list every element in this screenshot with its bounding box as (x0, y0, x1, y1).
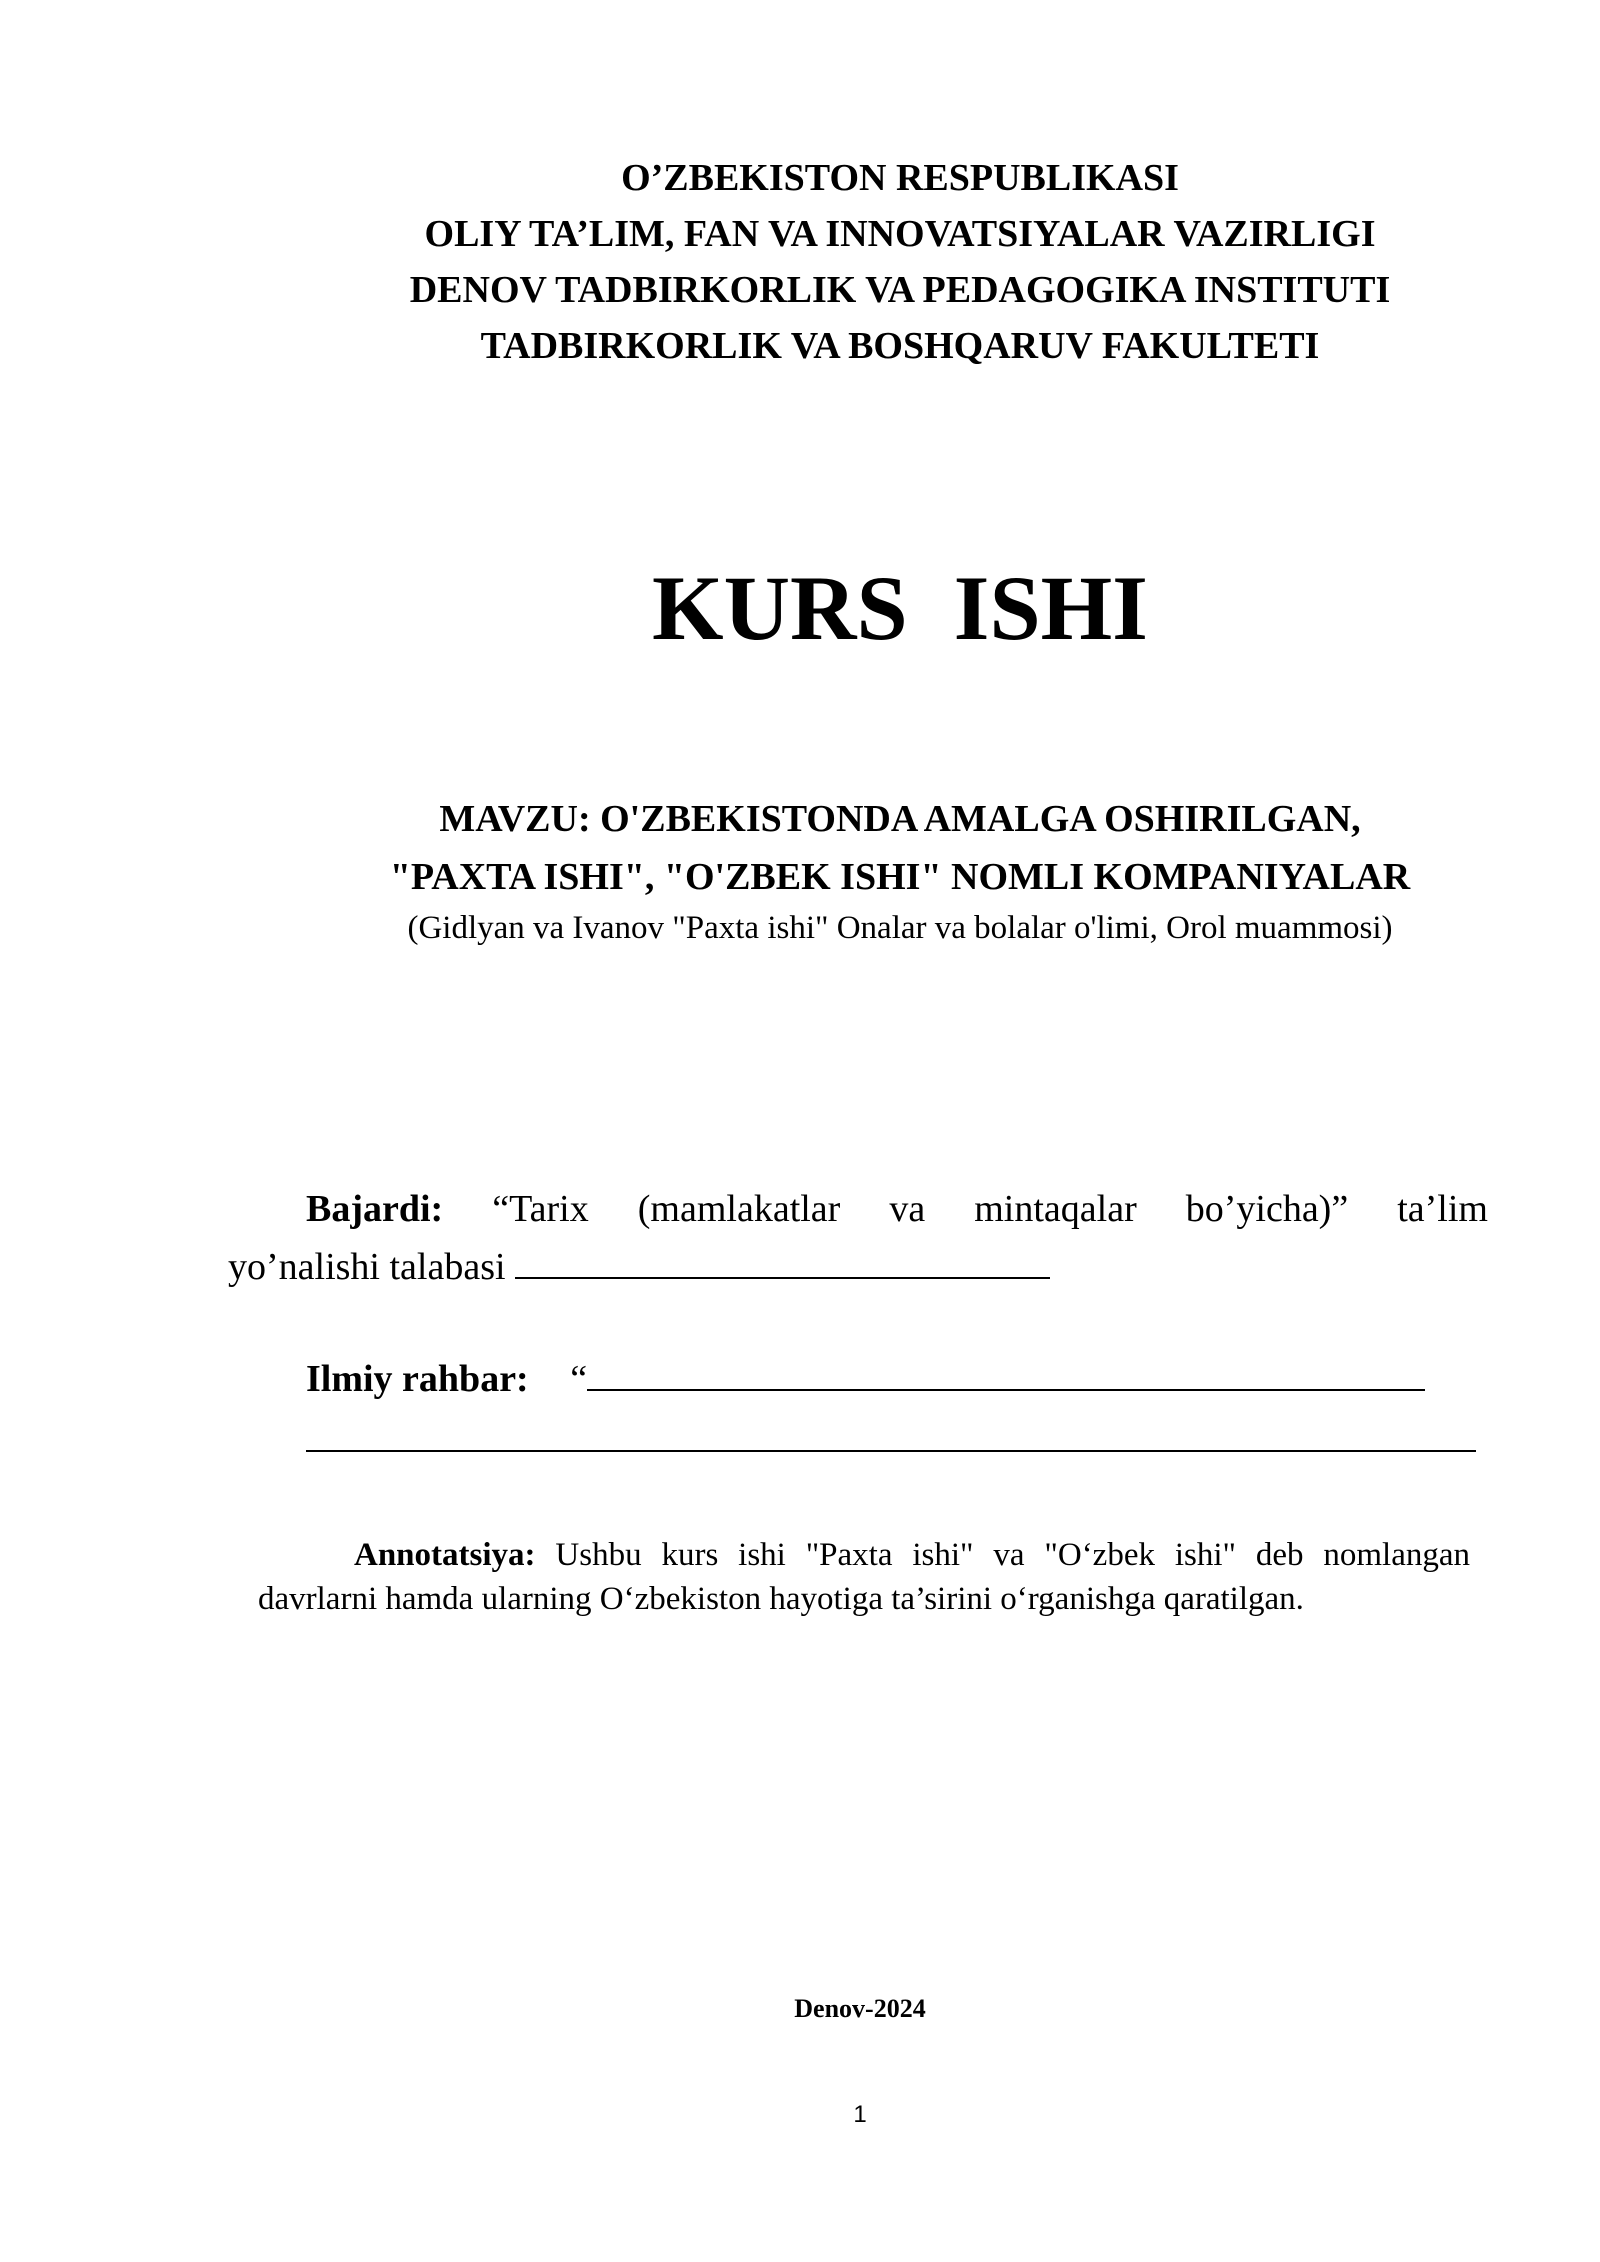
performer-word: ta’lim (1397, 1188, 1488, 1230)
supervisor-line-1 (306, 1350, 1486, 1408)
annotation-text: Ushbu kurs ishi "Paxta ishi" va "O‘zbek ishi" deb nomlangan davrlarni hamda ularning O‘zbekiston hayotiga ta’sirini o‘rganishga qaratilgan. (258, 1537, 1471, 1617)
performer-block (228, 1180, 1488, 1296)
performer-word: “Tarix (492, 1188, 589, 1230)
header-line-country: O’ZBEKISTON RESPUBLIKASI (621, 157, 1179, 199)
header-line-ministry: OLIY TA’LIM, FAN VA INNOVATSIYALAR VAZIRLIGI (424, 213, 1376, 255)
supervisor-label: Ilmiy rahbar: (306, 1358, 529, 1400)
supervisor-block (306, 1350, 1486, 1452)
performer-label: Bajardi: (306, 1188, 444, 1230)
topic-block (200, 790, 1600, 950)
performer-line-2 (228, 1238, 1488, 1296)
supervisor-name-blank[interactable] (587, 1359, 1425, 1391)
performer-word: bo’yicha)” (1185, 1188, 1349, 1230)
student-name-blank[interactable] (515, 1247, 1050, 1279)
document-title: KURS ISHI (652, 557, 1148, 659)
supervisor-quote: “ (570, 1358, 588, 1400)
performer-line-1 (228, 1180, 1488, 1238)
performer-word: mintaqalar (974, 1188, 1137, 1230)
annotation-block (258, 1533, 1470, 1621)
annotation-paragraph (258, 1533, 1470, 1621)
performer-word: (mamlakatlar (637, 1188, 841, 1230)
page-number: 1 (853, 2101, 867, 2128)
place-year: Denov-2024 (794, 1994, 926, 2023)
annotation-label: Annotatsiya: (354, 1537, 536, 1573)
topic-subtitle: (Gidlyan va Ivanov "Paxta ishi" Onalar va bolalar o'limi, Orol muammosi) (407, 910, 1393, 946)
topic-line-1: MAVZU: O'ZBEKISTONDA AMALGA OSHIRILGAN, (439, 798, 1361, 840)
student-direction-text: yo’nalishi talabasi (228, 1246, 506, 1288)
supervisor-name-blank-2[interactable] (306, 1410, 1476, 1452)
header-line-faculty: TADBIRKORLIK VA BOSHQARUV FAKULTETI (480, 325, 1320, 367)
header-line-institute: DENOV TADBIRKORLIK VA PEDAGOGIKA INSTITUTI (409, 269, 1391, 311)
institution-header (200, 150, 1600, 374)
topic-line-2: "PAXTA ISHI", "O'ZBEK ISHI" NOMLI KOMPANIYALAR (389, 856, 1411, 898)
performer-word: va (889, 1188, 926, 1230)
